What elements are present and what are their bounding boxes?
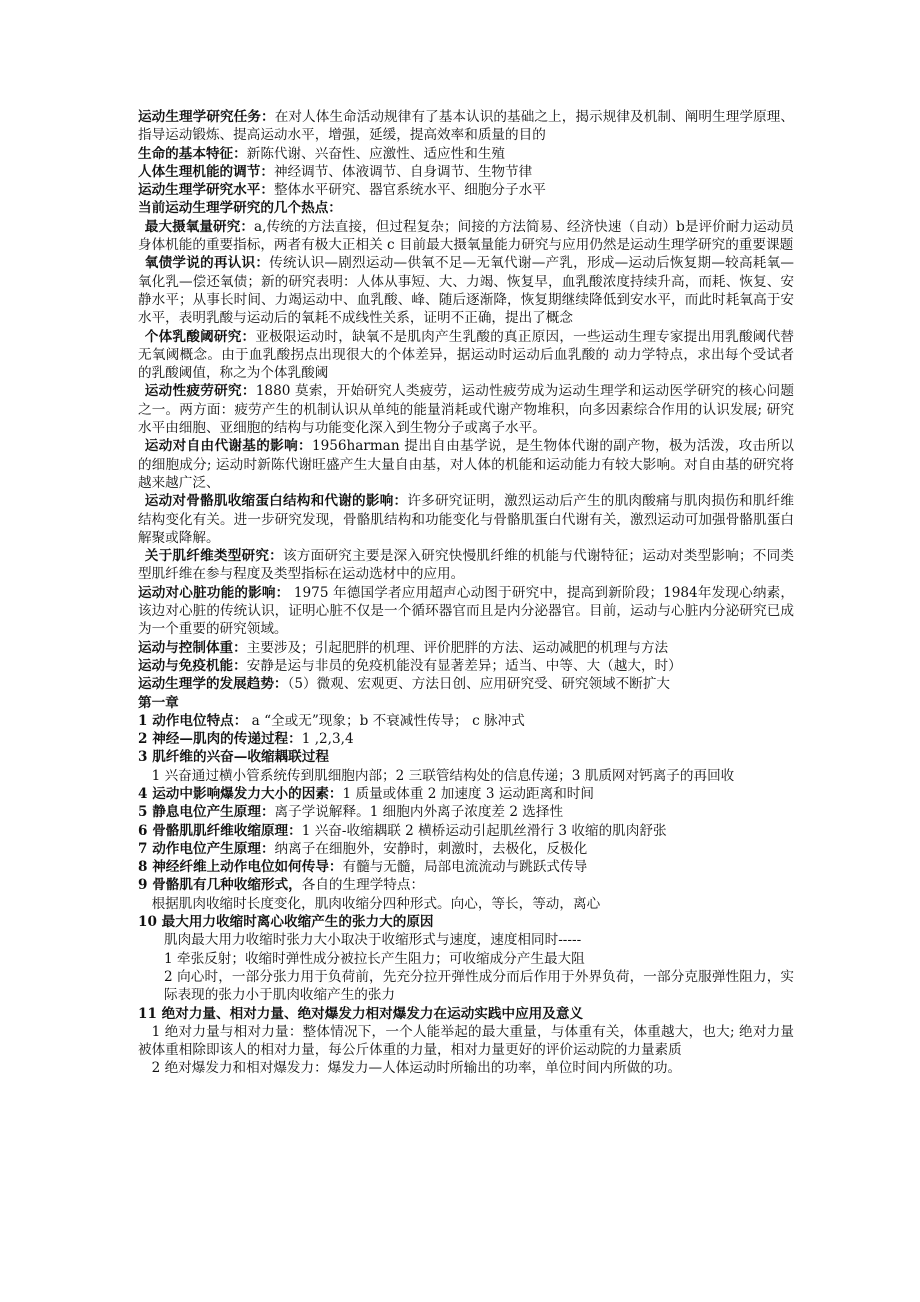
para-heart: [138, 584, 794, 639]
term-label: 运动生理学研究水平：: [138, 182, 274, 199]
para-life-features: [138, 145, 794, 163]
para-research-level: [138, 181, 794, 199]
term-text: 在对人体生命活动规律有了基本认识的基础之上，揭示规律及机制、阐明生理学原理、指导运动锻炼、提高运动水平，增强，延缓，提高效率和质量的目的: [138, 109, 795, 144]
question-11-line-2: 2 绝对爆发力和相对爆发力：爆发力—人体运动时所输出的功率，单位时间内所做的功。: [151, 1060, 682, 1077]
term-text: 传统认识—剧烈运动—供氧不足—无氧代谢—产乳，形成—运动后恢复期—较高耗氧—氧化乳—偿还氧债；新的研究表明：人体从事短、大、力竭、恢复早，血乳酸浓度持续升高，而耗、恢复、安静水平；从事长时间、力竭运动中、血乳酸、峰、随后逐渐降，恢复期继续降低到安水平，而此时耗氧高于安水平，表明乳酸与运动后的氧耗不成线性关系，证明不正确，提出了概念: [138, 255, 794, 327]
question-label: 8 神经纤维上动作电位如何传导：: [138, 859, 343, 876]
question-3: [138, 748, 794, 766]
question-label: 10 最大用力收缩时离心收缩产生的张力大的原因: [138, 914, 434, 931]
question-label: 1 动作电位特点：: [138, 712, 248, 729]
term-label: 运动对骨骼肌收缩蛋白结构和代谢的影响：: [144, 493, 408, 510]
term-text: 神经调节、体液调节、自身调节、生物节律: [273, 163, 533, 180]
question-8: [138, 858, 794, 876]
question-3-answer: [138, 767, 794, 785]
term-label: 运动与控制体重：: [138, 639, 247, 656]
question-label: 11 绝对力量、相对力量、绝对爆发力相对爆发力在运动实践中应用及意义: [138, 1005, 584, 1022]
question-label-tail: 各自的生理学特点：: [301, 877, 425, 894]
question-text: 1 兴奋-收缩耦联 2 横桥运动引起肌丝滑行 3 收缩的肌肉舒张: [301, 822, 667, 839]
question-10-line-3: 2 向心时，一部分张力用于负荷前，先充分拉开弹性成分而后作用于外界负荷，一部分克服弹性阻力，实际表现的张力小于肌肉收缩产生的张力: [164, 968, 794, 1004]
question-10-line-2: 1 牵张反射；收缩时弹性成分被拉长产生阻力；可收缩成分产生最大阻: [164, 950, 585, 967]
term-label: 生命的基本特征：: [138, 145, 247, 162]
question-text: 1 质量或体重 2 加速度 3 运动距离和时间: [342, 785, 594, 802]
question-text: 1 ,2,3,4: [301, 731, 354, 748]
question-label: 6 骨骼肌肌纤维收缩原理：: [138, 822, 302, 839]
term-label: 当前运动生理学研究的几个热点：: [138, 200, 342, 217]
para-hotspots-heading: [138, 199, 794, 217]
term-text: 亚极限运动时，缺氧不是肌肉产生乳酸的真正原因，一些运动生理专家提出用乳酸阈代替无氧阈概念。由于血乳酸拐点出现很大的个体差异，据运动时运动后血乳酸的 动力学特点，求出每个受试者的乳酸阈值，称之为个体乳酸阈: [138, 328, 795, 382]
question-6: [138, 822, 794, 840]
question-label: 2 神经—肌肉的传递过程：: [138, 731, 302, 748]
term-label: 运动生理学研究任务：: [138, 109, 275, 125]
question-text: 根据肌肉收缩时长度变化，肌肉收缩分四种形式。向心，等长，等动，离心: [151, 895, 601, 912]
term-text: 该方面研究主要是深入研究快慢肌纤维的机能与代谢特征；运动对类型影响；不同类型肌纤维在参与程度及类型指标在运动选材中的应用。: [138, 548, 795, 583]
chapter-heading: 第一章: [138, 694, 179, 711]
question-label: 5 静息电位产生原理：: [138, 804, 275, 821]
para-vo2max: [138, 218, 794, 255]
para-fatigue: [138, 382, 794, 437]
term-text: a,传统的方法直接，但过程复杂；间接的方法简易、经济快速（自动）b是评价耐力运动员身体机能的重要指标，两者有极大正相关 c 目前最大摄氧量能力研究与应用仍然是运动生理学研究的重要课题: [138, 218, 795, 254]
question-text: 有髓与无髓，局部电流流动与跳跃式传导: [342, 859, 588, 876]
para-oxygen-debt: [138, 254, 794, 327]
term-label: 运动对心脏功能的影响：: [138, 584, 290, 601]
para-lactate-threshold: [138, 328, 794, 383]
question-9: [138, 876, 794, 894]
term-text: 主要涉及；引起肥胖的机理、评价肥胖的方法、运动减肥的机理与方法: [246, 639, 669, 656]
para-immunity: [138, 657, 794, 675]
question-11-line-1: 1 绝对力量与相对力量：整体情况下，一个人能举起的最大重量，与体重有关，体重越大，也大; 绝对力量被体重相除即该人的相对力量，每公斤体重的力量，相对力量更好的评价运动院的力量素质: [138, 1023, 794, 1059]
question-text: a “全或无”现象；b 不衰减性传导； c 脉冲式: [247, 712, 525, 729]
para-free-radical: [138, 437, 794, 492]
question-9-answer: [138, 895, 794, 913]
question-label: 7 动作电位产生原理：: [138, 840, 275, 857]
question-text: 离子学说解释。1 细胞内外离子浓度差 2 选择性: [274, 804, 564, 821]
question-7: [138, 840, 794, 858]
question-2: [138, 730, 794, 748]
term-text: 新陈代谢、兴奋性、应激性、适应性和生殖: [246, 145, 506, 162]
para-trends: [138, 675, 794, 693]
term-label: 个体乳酸阈研究：: [144, 328, 256, 345]
term-label: 运动与免疫机能：: [138, 657, 247, 674]
term-label: 人体生理机能的调节：: [138, 163, 274, 180]
term-text: 1975 年德国学者应用超声心动图于研究中，提高到新阶段；1984年发现心纳素，该边对心脏的传统认识，证明心脏不仅是一个循环器官而且是内分泌器官。目前，运动与心脏内分泌研究已成为一个重要的研究领域。: [138, 584, 794, 638]
term-text: （5）微观、宏观更、方法日创、应用研究受、研究领域不断扩大: [287, 676, 671, 693]
para-muscle-protein: [138, 492, 794, 547]
para-regulation: [138, 163, 794, 181]
para-fiber-type: [138, 547, 794, 584]
question-11: [138, 1005, 794, 1023]
question-10-line-1: 肌肉最大用力收缩时张力大小取决于收缩形式与速度，速度相同时-----: [164, 932, 582, 949]
term-label: 最大摄氧量研究：: [144, 218, 255, 235]
term-label: 氧债学说的再认识：: [144, 255, 270, 272]
term-label: 关于肌纤维类型研究：: [144, 548, 283, 565]
term-text: 1956harman 提出自由基学说，是生物体代谢的副产物，极为活泼，攻击所以的细胞成分; 运动时新陈代谢旺盛产生大量自由基，对人体的机能和运动能力有较大影响。对自由基的研究将越来越广泛、: [138, 438, 794, 491]
question-label: 4 运动中影响爆发力大小的因素：: [138, 785, 343, 802]
question-text: 纳离子在细胞外，安静时，刺激时，去极化，反极化: [274, 840, 588, 857]
document-page: [138, 108, 794, 1078]
para-weight-control: [138, 639, 794, 657]
question-10: [138, 913, 794, 931]
question-1: [138, 712, 794, 730]
question-label: 3 肌纤维的兴奋—收缩耦联过程: [138, 749, 329, 766]
question-text: 1 兴奋通过横小管系统传到肌细胞内部；2 三联管结构处的信息传递；3 肌质网对钙离子的再回收: [151, 767, 735, 784]
term-label: 运动生理学的发展趋势：: [138, 676, 288, 693]
para-research-task: [138, 108, 794, 145]
term-text: 1880 莫索，开始研究人类疲劳，运动性疲劳成为运动生理学和运动医学研究的核心问题之一。两方面：疲劳产生的机制认识从单纯的能量消耗或代谢产物堆积，向多因素综合作用的认识发展; 研究水平由细胞、亚细胞的结构与功能变化深入到生物分子或离子水平。: [138, 383, 794, 437]
question-5: [138, 803, 794, 821]
term-text: 许多研究证明，激烈运动后产生的肌肉酸痛与肌肉损伤和肌纤维结构变化有关。进一步研究发现，骨骼肌结构和功能变化与骨骼肌蛋白代谢有关，激烈运动可加强骨骼肌蛋白解聚或降解。: [138, 493, 795, 546]
term-label: 运动性疲劳研究：: [144, 383, 256, 400]
term-text: 整体水平研究、器官系统水平、细胞分子水平: [273, 182, 546, 199]
question-4: [138, 785, 794, 803]
term-text: 安静是运与非员的免疫机能没有显著差异；适当、中等、大（越大，时）: [246, 657, 682, 674]
question-label: 9 骨骼肌有几种收缩形式，: [138, 877, 302, 894]
term-label: 运动对自由代谢基的影响：: [144, 438, 312, 455]
